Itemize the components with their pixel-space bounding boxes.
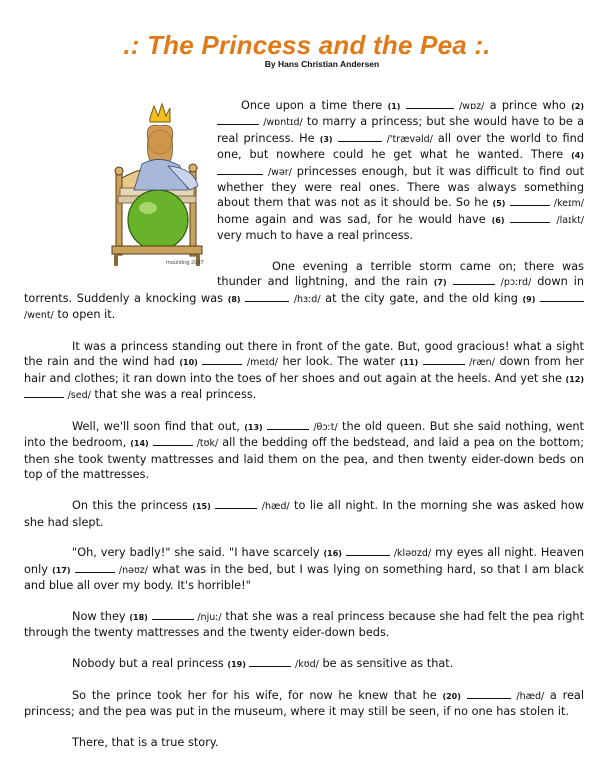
phonetic-hint: /tʊk/ [196, 438, 219, 450]
gap-number: (20) [442, 691, 461, 701]
phonetic-hint: /kʊd/ [295, 659, 319, 671]
gap-blank-field[interactable] [453, 274, 495, 285]
gap-blank-field[interactable] [215, 498, 257, 509]
gap-number: (13) [244, 423, 263, 433]
gap-blank-field[interactable] [153, 435, 193, 446]
gap-blank-field[interactable] [510, 212, 550, 223]
gap-blank-field[interactable] [152, 609, 194, 620]
story-text-run: very much to have a real princess. [217, 229, 414, 243]
phonetic-hint: /wɒz/ [459, 101, 485, 112]
gap-blank-field[interactable] [423, 354, 465, 365]
story-text-run: all over the world to find one, but nowhere could he get what he wanted. There [217, 131, 585, 162]
story-text-run: to open it. [53, 308, 116, 322]
story-text-run: what was in the bed, but I was lying on something hard, so that I am black and blue all over my body. It's horrible!" [24, 562, 584, 593]
story-text-run: down in torrents. Suddenly a knocking was [24, 275, 585, 305]
phonetic-hint: /hæd/ [261, 501, 290, 513]
story-text-run: the old queen. But she said nothing, went into the bedroom, [24, 420, 584, 450]
phonetic-hint: /'trævəld/ [386, 133, 433, 145]
story-paragraph [24, 98, 584, 244]
gap-number: (18) [129, 612, 148, 622]
story-text-run: home again and was sad, for he would have [217, 212, 492, 226]
gap-number: (7) [433, 278, 447, 288]
gap-number: (8) [227, 294, 241, 304]
story-text-run: Now they [72, 609, 130, 623]
illustration-signature: moulding 2007 [166, 260, 204, 266]
story-text-run: be as sensitive as that. [318, 657, 454, 671]
phonetic-hint: /went/ [24, 310, 54, 322]
story-text-run: princesses enough, but it was difficult to find out whether they were real ones. There was always something about them that was not as it should be. So he [217, 164, 585, 210]
gap-blank-field[interactable] [217, 114, 259, 125]
gap-number: (19) [227, 660, 246, 670]
story-text-run: On this the princess [72, 499, 193, 513]
story-text-run: a real princess; and the pea was put in the museum, where it may still be seen, if no one has stolen it. [24, 688, 584, 719]
phonetic-hint: /wər/ [267, 166, 292, 178]
story-paragraph [24, 688, 584, 720]
gap-blank-field[interactable] [540, 291, 584, 302]
phonetic-hint: /keɪm/ [553, 198, 584, 210]
story-paragraph [24, 609, 584, 641]
story-text-run: It was a princess standing out there in front of the gate. But, good gracious! what a sight the rain and the wind had [24, 340, 584, 369]
story-text-run: Well, we'll soon find that out, [72, 420, 245, 434]
gap-blank-field[interactable] [217, 164, 263, 175]
gap-blank-field[interactable] [510, 195, 550, 206]
story-paragraph [24, 545, 584, 593]
gap-number: (14) [130, 439, 149, 449]
phonetic-hint: /nəʊz/ [118, 564, 148, 576]
gap-blank-field[interactable] [202, 354, 242, 365]
gap-number: (3) [319, 134, 333, 144]
gap-number: (17) [52, 565, 71, 575]
phonetic-hint: /θɔːt/ [313, 422, 338, 434]
gap-number: (6) [491, 215, 505, 225]
story-text-run: down from her hair and clothes; it ran down into the toes of her shoes and out again at the heels. And yet she [24, 355, 585, 385]
gap-number: (12) [565, 374, 584, 384]
phonetic-hint: /kləʊzd/ [393, 548, 432, 560]
gap-blank-field[interactable] [467, 688, 511, 699]
story-paragraph [24, 735, 584, 750]
phonetic-hint: /sed/ [67, 390, 91, 402]
phonetic-hint: /pɔːrd/ [500, 277, 532, 289]
gap-blank-field[interactable] [406, 98, 454, 109]
story-text-run: to marry a princess; but she would have to be a real princess. He [217, 115, 584, 145]
story-text-run: at the city gate, and the old king [320, 291, 523, 305]
gap-blank-field[interactable] [267, 419, 309, 430]
story-text-run: a prince who [484, 99, 572, 112]
gap-number: (2) [571, 102, 585, 111]
illustration-spacer [24, 98, 217, 283]
story-text-run: to lie all night. In the morning she was asked how she had slept. [24, 499, 584, 529]
gap-number: (15) [192, 502, 211, 512]
gap-blank-field[interactable] [24, 387, 64, 398]
author-byline: By Hans Christian Andersen [264, 59, 380, 69]
gap-number: (10) [179, 358, 198, 368]
story-text-run: that she was a real princess because she had felt the pea right through the twenty mattresses and the twenty eider-down beds. [24, 609, 585, 640]
gap-blank-field[interactable] [346, 545, 390, 556]
gap-blank-field[interactable] [75, 562, 115, 573]
phonetic-hint: /laɪkt/ [556, 214, 584, 226]
story-text-run: that she was a real princess. [90, 388, 257, 402]
phonetic-hint: /wɒntɪd/ [263, 117, 303, 129]
gap-number: (1) [387, 102, 401, 111]
story-text-run: her look. The water [277, 355, 400, 369]
gap-number: (4) [571, 151, 584, 161]
story-paragraph [24, 498, 584, 530]
phonetic-hint: /ræn/ [469, 357, 495, 369]
story-text-run: There, that is a true story. [72, 736, 219, 750]
gap-number: (11) [399, 358, 419, 368]
story-text [24, 98, 584, 766]
story-text-run: Nobody but a real princess [72, 657, 228, 671]
phonetic-hint: /njuː/ [197, 611, 222, 623]
gap-number: (16) [323, 549, 342, 559]
story-paragraph [24, 419, 584, 483]
gap-blank-field[interactable] [338, 131, 382, 142]
gap-number: (9) [522, 294, 536, 304]
gap-blank-field[interactable] [249, 656, 291, 667]
phonetic-hint: /hæd/ [516, 690, 545, 702]
page-title: .: The Princess and the Pea :. [123, 30, 491, 60]
story-paragraph [24, 339, 584, 404]
gap-number: (5) [492, 199, 506, 209]
story-paragraph [24, 656, 584, 672]
phonetic-hint: /meɪd/ [246, 357, 278, 369]
gap-blank-field[interactable] [245, 291, 289, 302]
story-text-run: Once upon a time there [241, 99, 388, 112]
story-text-run: So the prince took her for his wife, for now he knew that he [72, 688, 443, 702]
story-text-run: One evening a terrible storm came on; there was thunder and lightning, and the rain [217, 260, 584, 289]
story-text-run: my eyes all night. Heaven only [24, 546, 585, 576]
story-text-run: "Oh, very badly!" she said. "I have scarcely [72, 546, 324, 560]
phonetic-hint: /hɜːd/ [293, 293, 321, 305]
story-text-run: all the bedding off the bedstead, and laid a pea on the bottom; then she took twenty mattresses and laid them on the pea, and then twenty eider-down beds on top of the mattresses. [24, 436, 585, 482]
